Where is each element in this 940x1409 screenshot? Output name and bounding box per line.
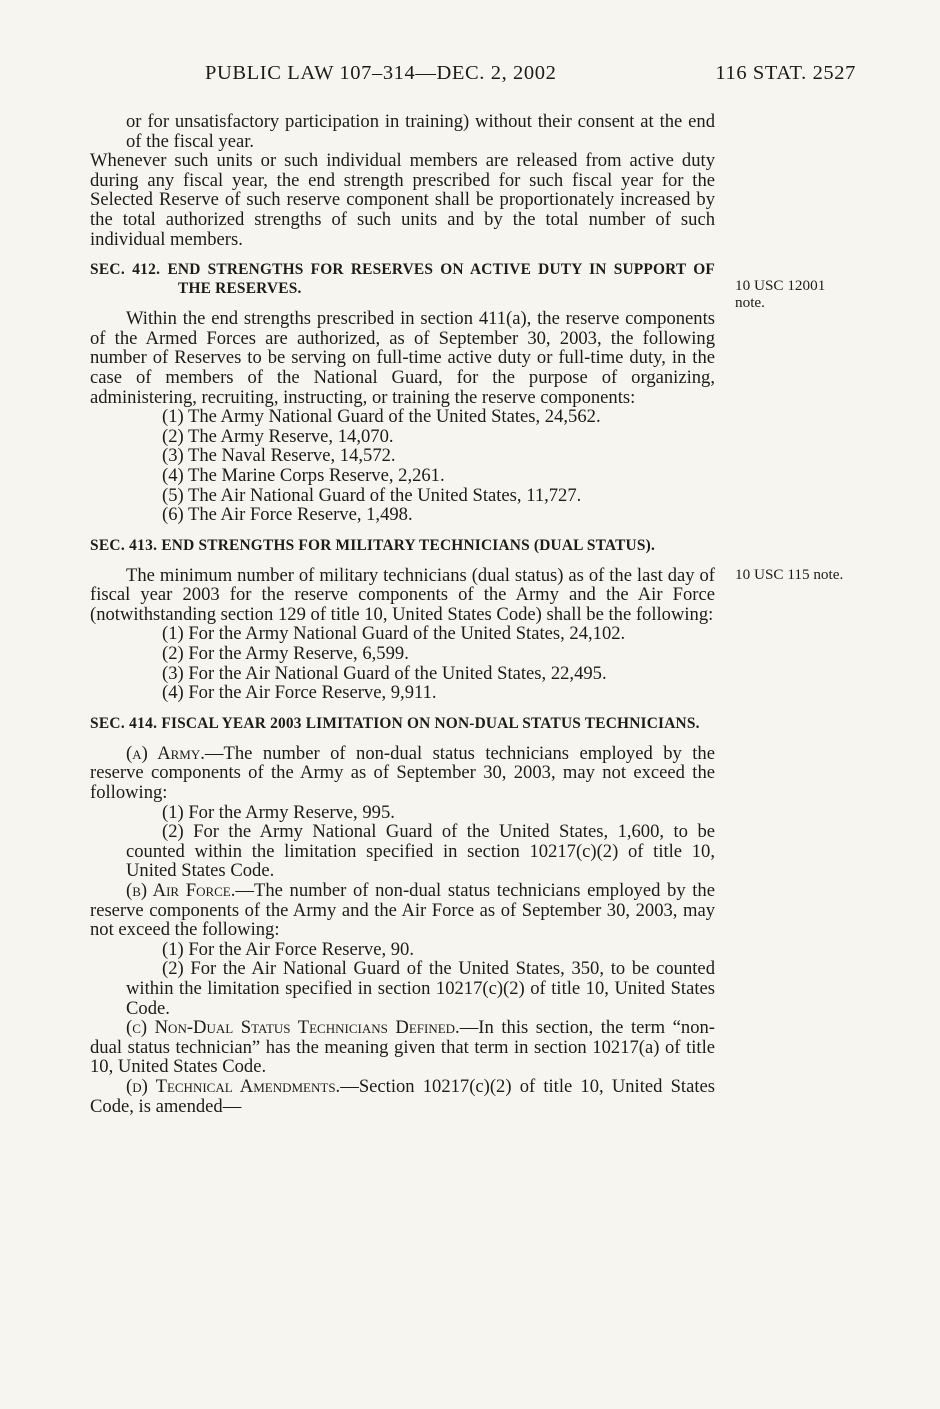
sidenote-sec412-line2: note.	[735, 294, 765, 311]
sec413-item: (1) For the Army National Guard of the United States, 24,102.	[162, 623, 626, 645]
sec414-subsection-d	[90, 1077, 715, 1116]
sec414-number: SEC. 414.	[90, 714, 158, 732]
sec413-intro: The minimum number of military technicians (dual status) as of the last day of fiscal year 2003 for the reserve components of the Army and the Air Force (notwithstanding section 129 of title 10, United States Code) shall be the following:	[90, 564, 715, 625]
sec414-d-text: —Section 10217(c)(2) of title 10, United States Code, is amended—	[90, 1075, 715, 1117]
sec412-item: (1) The Army National Guard of the United States, 24,562.	[162, 406, 601, 428]
sec414-c-text: —In this section, the term “non-dual status technician” has the meaning given that term in section 10217(a) of title 10, United States Code.	[90, 1017, 715, 1078]
sec413-item: (4) For the Air Force Reserve, 9,911.	[162, 682, 437, 704]
sec414-c-label: (c) Non-Dual Status Technicians Defined.	[126, 1017, 460, 1039]
sec413-number: SEC. 413.	[90, 536, 158, 554]
sec412-title: END STRENGTHS FOR RESERVES ON ACTIVE DUTY IN SUPPORT OF THE RESERVES.	[167, 261, 715, 298]
sec414-a-label: (a) Army.	[126, 742, 205, 764]
sec412-intro: Within the end strengths prescribed in section 411(a), the reserve components of the Armed Forces are authorized, as of September 30, 2003, the following number of Reserves to be serving on full-time active duty or full-time duty, in the case of members of the National Guard, for the purpose of organizing, administering, recruiting, instructing, or training the reserve components:	[90, 308, 715, 408]
sec414-b-text: —The number of non-dual status technicians employed by the reserve components of the Army and the Air Force as of September 30, 2003, may not exceed the following:	[90, 880, 715, 941]
sec414-b-item: (2) For the Air National Guard of the United States, 350, to be counted within the limitation specified in section 10217(c)(2) of title 10, United States Code.	[126, 958, 715, 1019]
sec413-item: (2) For the Army Reserve, 6,599.	[162, 643, 409, 665]
sec413-heading	[90, 536, 715, 555]
sec412-item: (5) The Air National Guard of the United States, 11,727.	[162, 484, 582, 506]
sec414-title: FISCAL YEAR 2003 LIMITATION ON NON-DUAL STATUS TECHNICIANS.	[161, 714, 700, 732]
sec413-item: (3) For the Air National Guard of the United States, 22,495.	[162, 662, 607, 684]
sec414-subsection-a	[90, 744, 715, 803]
running-header	[0, 62, 940, 92]
document-body	[90, 112, 715, 1116]
sec414-subsection-c	[90, 1018, 715, 1077]
sec412-item: (6) The Air Force Reserve, 1,498.	[162, 504, 413, 526]
sec412-item: (3) The Naval Reserve, 14,572.	[162, 445, 396, 467]
sec414-b-label: (b) Air Force.	[126, 880, 236, 901]
sec414-subsection-b	[90, 881, 715, 940]
header-title: PUBLIC LAW 107–314—DEC. 2, 2002	[205, 62, 557, 84]
sec414-a-item: (2) For the Army National Guard of the United States, 1,600, to be counted within the limitation specified in section 10217(c)(2) of title 10, United States Code.	[126, 821, 715, 882]
sec414-b-item: (1) For the Air Force Reserve, 90.	[162, 938, 414, 960]
sidenote-sec413: 10 USC 115 note.	[735, 566, 844, 583]
sec412-heading	[90, 260, 715, 298]
sec412-item: (2) The Army Reserve, 14,070.	[162, 425, 394, 447]
sec412-item: (4) The Marine Corps Reserve, 2,261.	[162, 464, 445, 486]
sidenote-sec412	[735, 277, 895, 311]
sec413-title: END STRENGTHS FOR MILITARY TECHNICIANS (DUAL STATUS).	[161, 536, 656, 554]
intro-continuation: or for unsatisfactory participation in training) without their consent at the end of the fiscal year.	[126, 111, 715, 152]
intro-paragraph: Whenever such units or such individual members are released from active duty during any fiscal year, the end strength prescribed for such fiscal year for the Selected Reserve of such reserve component shall be proportionately increased by the total authorized strengths of such units and by the total number of such individual members.	[90, 150, 715, 250]
sec414-a-text: —The number of non-dual status technicians employed by the reserve components of the Army as of September 30, 2003, may not exceed the following:	[90, 742, 715, 804]
sidenote-sec412-line1: 10 USC 12001	[735, 277, 826, 294]
header-statute-page: 116 STAT. 2527	[715, 62, 856, 84]
sec414-heading	[90, 714, 715, 733]
sec412-number: SEC. 412.	[90, 261, 161, 279]
sec414-a-item: (1) For the Army Reserve, 995.	[162, 801, 395, 823]
sec414-d-label: (d) Technical Amendments.	[126, 1075, 341, 1097]
